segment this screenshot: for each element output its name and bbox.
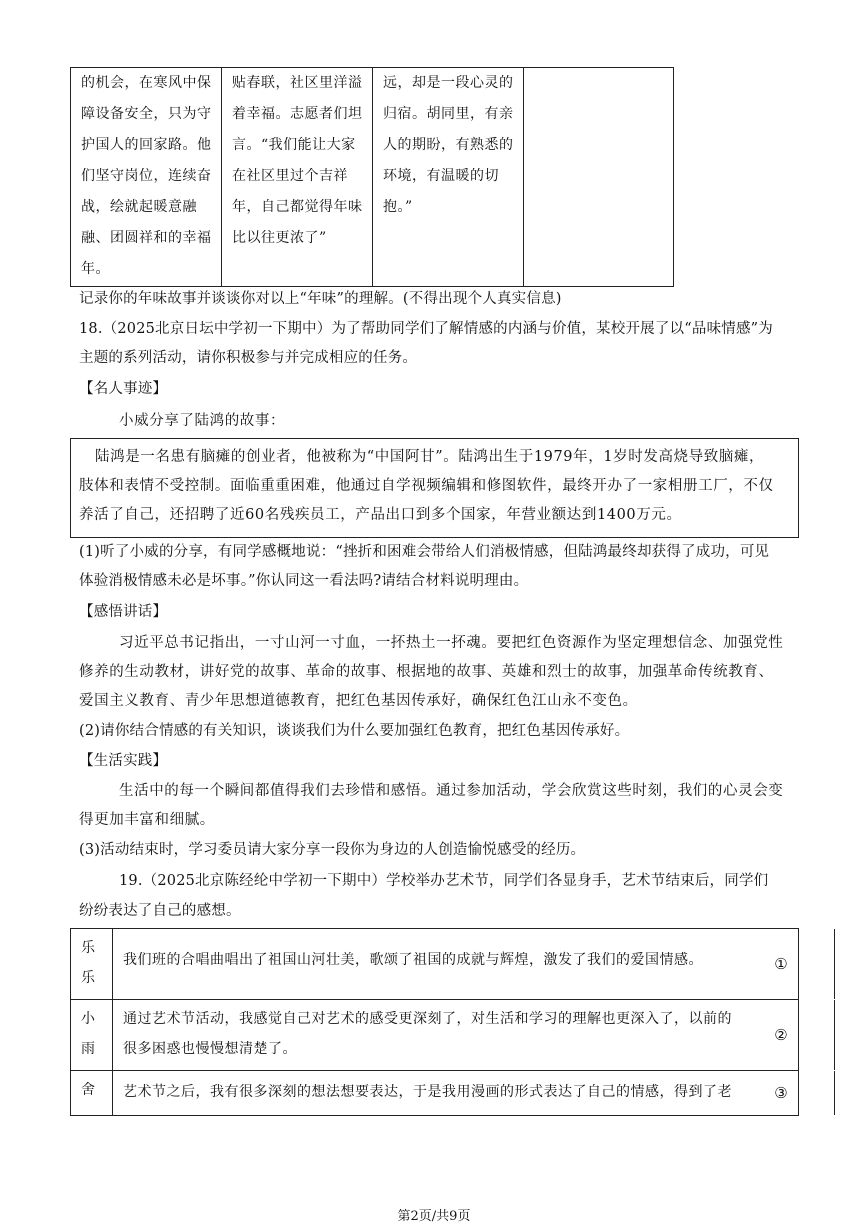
row-name: 小雨 (71, 1000, 113, 1070)
top-table-col-3 (373, 68, 524, 286)
top-table-cell-1: 的机会，在寒风中保障设备安全，只为守护国人的回家路。他们坚守岗位，连续奋战，绘就起暖意融融、团圆祥和的幸福年。 (81, 75, 212, 277)
row-name: 乐乐 (71, 929, 113, 999)
top-table-cell-3: 远，却是一段心灵的归宿。胡同里，有亲人的期盼，有熟悉的环境，有温暖的切抱。” (383, 75, 514, 215)
q18-question-2: (2)请你结合情感的有关知识，谈谈我们为什么要加强红色教育，把红色基因传承好。 (79, 723, 630, 739)
row-mark: ② (774, 1026, 788, 1044)
row-name: 舍 (71, 1071, 113, 1115)
q18-intro-line-1: 18.（2025北京日坛中学初一下期中）为了帮助同学们了解情感的内涵与价值，某校开展了以“品味情感”为 (79, 321, 773, 337)
table-row (71, 1000, 798, 1071)
story-line-1: 陆鸿是一名患有脑瘫的创业者，他被称为“中国阿甘”。陆鸿出生于1979年，1岁时发高烧导致脑瘫， (95, 449, 765, 465)
q18-question-1-line-2: 体验消极情感未必是坏事。”你认同这一看法吗?请结合材料说明理由。 (79, 573, 529, 589)
row-mark: ③ (774, 1084, 788, 1102)
life-line-2: 得更加丰富和细腻。 (79, 812, 215, 828)
q18-question-1-line-1: (1)听了小威的分享，有同学感概地说：“挫折和困难会带给人们消极情感，但陆鸿最终却获得了成功，可见 (79, 544, 770, 560)
q19-intro-line-2: 纷纷表达了自己的感想。 (79, 903, 241, 919)
speech-line-3: 爱国主义教育、青少年思想道德教育，把红色基因传承好，确保红色江山永不变色。 (79, 693, 638, 709)
q19-intro-line-1: 19.（2025北京陈经纶中学初一下期中）学校举办艺术节，同学们各显身手，艺术节结束后，同学们 (119, 873, 769, 889)
share-line: 小威分享了陆鸿的故事： (119, 413, 286, 429)
story-line-3: 养活了自己，还招聘了近60名残疾员工，产品出口到多个国家，年营业额达到1400万元。 (79, 507, 682, 523)
speech-line-2: 修养的生动教材，讲好党的故事、革命的故事、根据地的故事、英雄和烈士的故事，加强革命传统教育、 (79, 664, 774, 680)
top-table-cell-2: 贴春联，社区里洋溢着幸福。志愿者们坦言。“我们能让大家在社区里过个吉祥年，自己都觉得年味比以往更浓了” (232, 75, 363, 246)
page-footer: 第2页/共9页 (397, 1209, 471, 1224)
row-mark: ① (774, 955, 788, 973)
section-title-life: 【生活实践】 (79, 753, 168, 769)
speech-line-1: 习近平总书记指出，一寸山河一寸血，一抔热土一抔魂。要把红色资源作为坚定理想信念、加强党性 (119, 635, 784, 651)
q18-question-3: (3)活动结束时，学习委员请大家分享一段你为身边的人创造愉悦感受的经历。 (79, 842, 586, 858)
record-instruction: 记录你的年味故事并谈谈你对以上“年味”的理解。(不得出现个人真实信息) (79, 291, 562, 307)
section-title-speech: 【感悟讲话】 (79, 604, 168, 620)
top-table-col-2 (222, 68, 373, 286)
top-table-col-1 (71, 68, 222, 286)
top-table-col-4 (524, 68, 673, 286)
life-line-1: 生活中的每一个瞬间都值得我们去珍惜和感悟。通过参加活动，学会欣赏这些时刻，我们的心灵会变 (119, 783, 784, 799)
row-content: 艺术节之后，我有很多深刻的想法想要表达，于是我用漫画的形式表达了自己的情感，得到了老 (113, 1071, 835, 1115)
section-title-celebrity: 【名人事迹】 (79, 381, 168, 397)
story-box (70, 438, 799, 538)
row-content: 通过艺术节活动，我感觉自己对艺术的感受更深刻了，对生活和学习的理解也更深入了，以前的 很多困惑也慢慢想清楚了。 (113, 1000, 835, 1070)
table-row (71, 929, 798, 1000)
table-row (71, 1071, 798, 1115)
row-content: 我们班的合唱曲唱出了祖国山河壮美，歌颂了祖国的成就与辉煌，激发了我们的爱国情感。 (113, 929, 835, 999)
top-table (70, 67, 674, 287)
q18-intro-line-2: 主题的系列活动，请你积极参与并完成相应的任务。 (79, 350, 418, 366)
story-line-2: 肢体和表情不受控制。面临重重困难，他通过自学视频编辑和修图软件，最终开办了一家相册工厂，不仅 (79, 478, 774, 494)
feelings-table (70, 928, 799, 1116)
